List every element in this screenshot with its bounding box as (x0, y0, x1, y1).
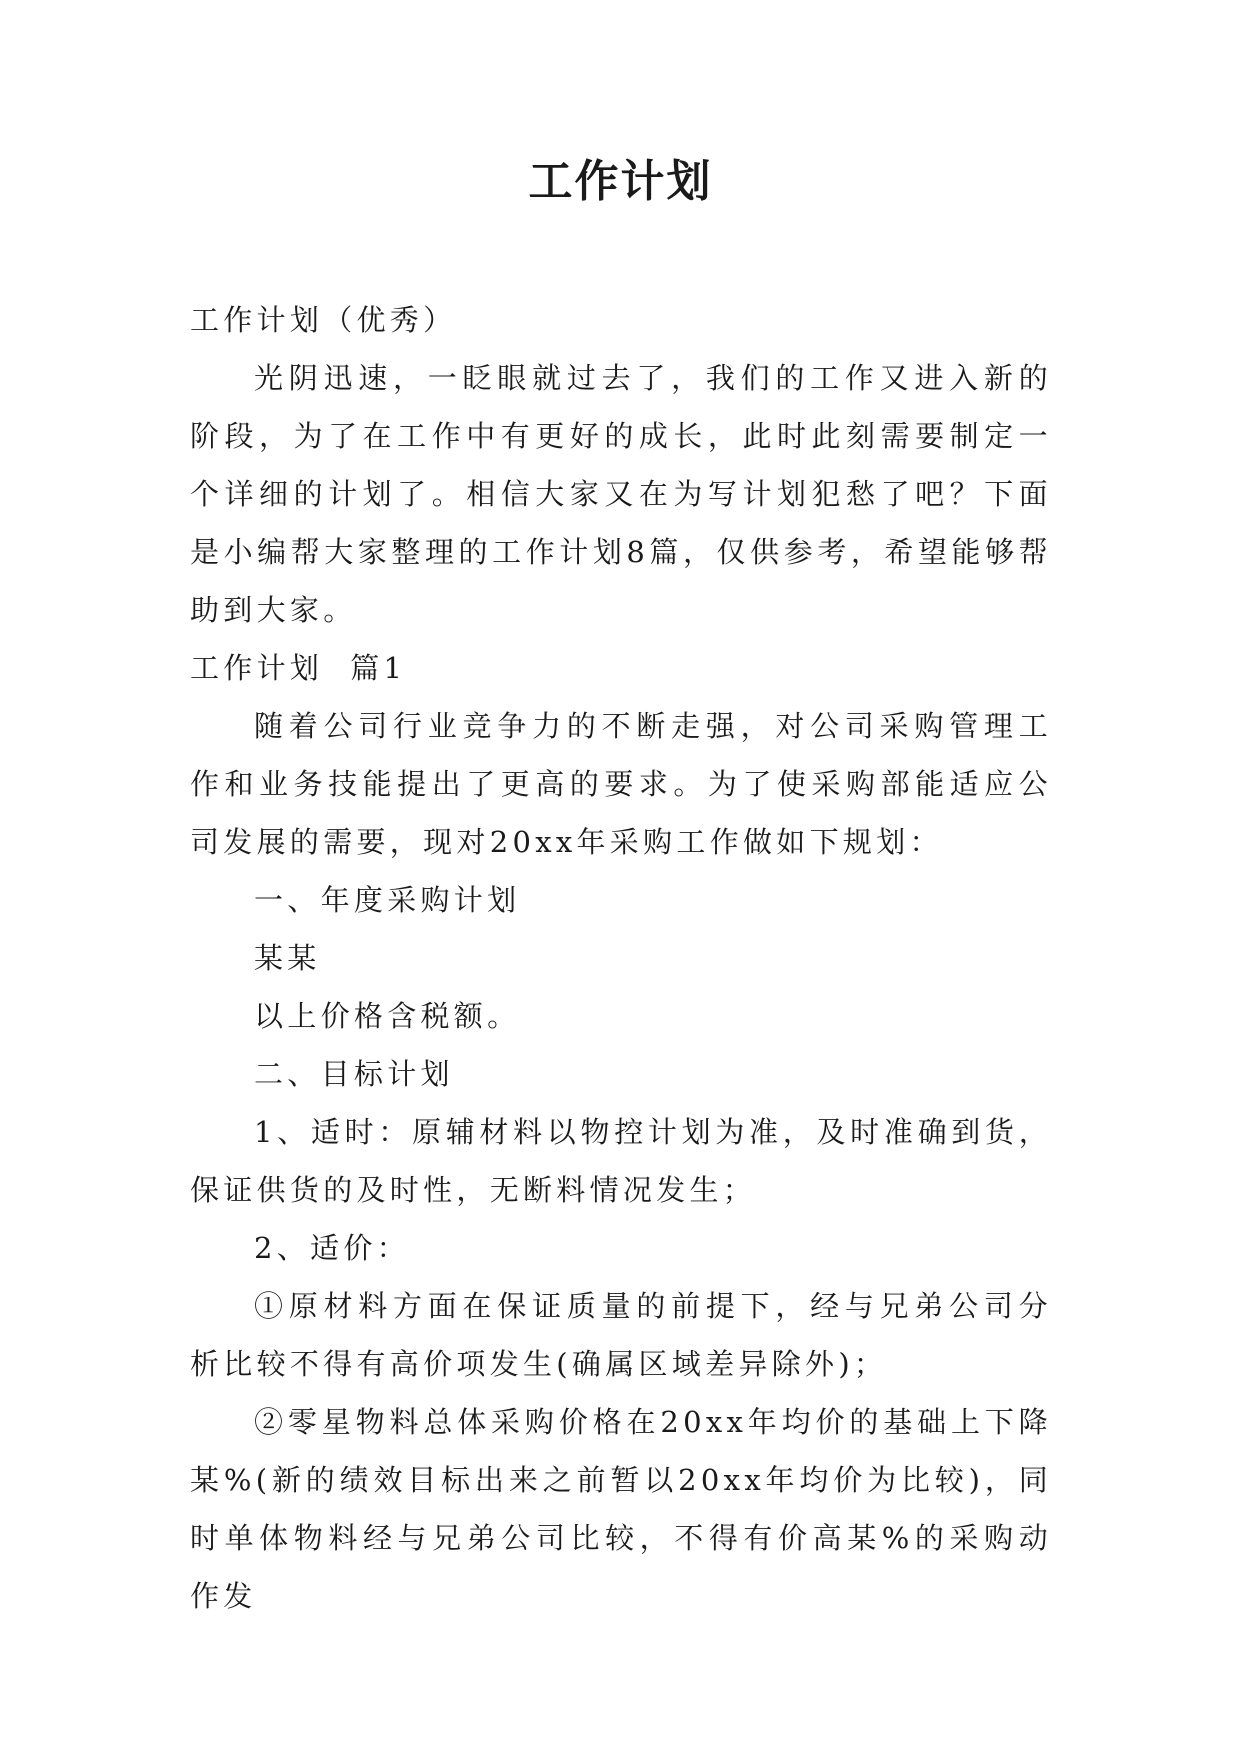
list-item-price: 2、适价： (254, 1231, 410, 1265)
document-body (190, 291, 1052, 1625)
heading-annual-plan: 一、年度采购计划 (254, 883, 521, 917)
paragraph-part1-intro: 随着公司行业竞争力的不断走强，对公司采购管理工作和业务技能提出了更高的要求。为了使采购部能适应公司发展的需要，现对20xx年采购工作做如下规划： (190, 709, 1052, 859)
heading-target-plan: 二、目标计划 (254, 1057, 454, 1091)
list-item-raw-materials: ①原材料方面在保证质量的前提下，经与兄弟公司分析比较不得有高价项发生(确属区域差异除外)； (190, 1289, 1052, 1381)
list-item-timely: 1、适时：原辅材料以物控计划为准，及时准确到货，保证供货的及时性，无断料情况发生； (190, 1115, 1052, 1207)
paragraph-intro: 光阴迅速，一眨眼就过去了，我们的工作又进入新的阶段，为了在工作中有更好的成长，此时此刻需要制定一个详细的计划了。相信大家又在为写计划犯愁了吧？下面是小编帮大家整理的工作计划8篇，仅供参考，希望能够帮助到大家。 (190, 361, 1052, 627)
paragraph-subtitle: 工作计划（优秀） (190, 303, 457, 337)
paragraph-tax-note: 以上价格含税额。 (254, 999, 521, 1033)
list-item-misc-materials: ②零星物料总体采购价格在20xx年均价的基础上下降某%(新的绩效目标出来之前暂以20xx年均价为比较)，同时单体物料经与兄弟公司比较，不得有价高某%的采购动作发 (190, 1405, 1052, 1613)
section-heading-part1: 工作计划 篇1 (190, 651, 407, 685)
document-title: 工作计划 (528, 156, 713, 207)
paragraph-placeholder: 某某 (254, 941, 321, 975)
